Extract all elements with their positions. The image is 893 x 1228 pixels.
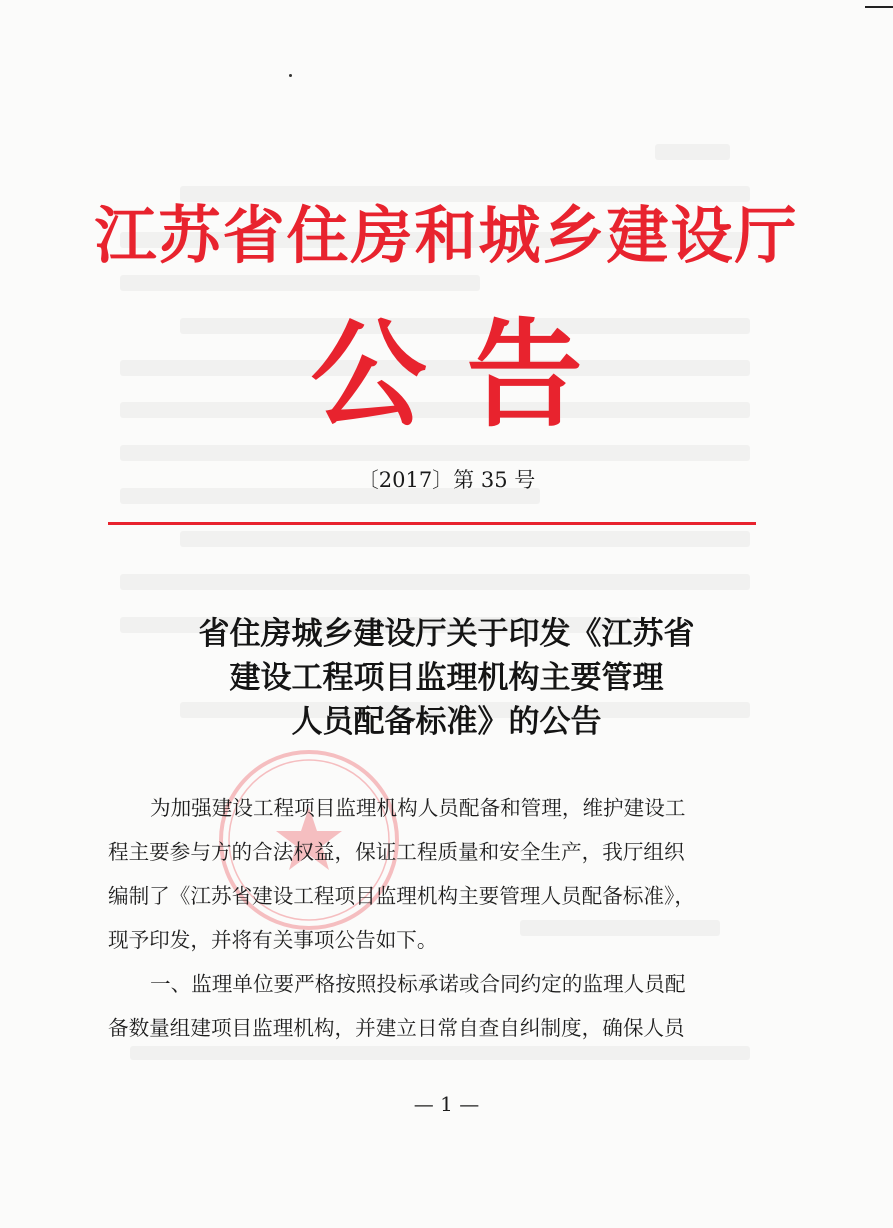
issuing-organization: 江苏省住房和城乡建设厅: [94, 199, 799, 272]
paragraph-line: 为加强建设工程项目监理机构人员配备和管理，维护建设工: [150, 796, 686, 820]
paragraph-line: 现予印发，并将有关事项公告如下。: [108, 928, 438, 952]
document-title: [0, 612, 893, 744]
title-line: 人员配备标准》的公告: [291, 704, 602, 740]
scan-edge-mark: [865, 6, 893, 8]
page-number: — 1 —: [413, 1092, 480, 1116]
document-number: 〔2017〕第 35 号: [357, 468, 536, 492]
scan-speck: [289, 74, 292, 77]
notice-heading: 公告: [310, 307, 623, 443]
body-text: [108, 786, 758, 1050]
red-divider-line: [108, 522, 756, 525]
paragraph-line: 程主要参与方的合法权益，保证工程质量和安全生产，我厅组织: [108, 840, 685, 864]
paragraph-line: 一、监理单位要严格按照投标承诺或合同约定的监理人员配: [150, 972, 686, 996]
paragraph-line: 编制了《江苏省建设工程项目监理机构主要管理人员配备标准》，: [108, 884, 695, 908]
title-line: 建设工程项目监理机构主要管理: [229, 660, 664, 696]
paragraph-line: 备数量组建项目监理机构，并建立日常自查自纠制度，确保人员: [108, 1016, 685, 1040]
title-line: 省住房城乡建设厅关于印发《江苏省: [198, 616, 695, 652]
